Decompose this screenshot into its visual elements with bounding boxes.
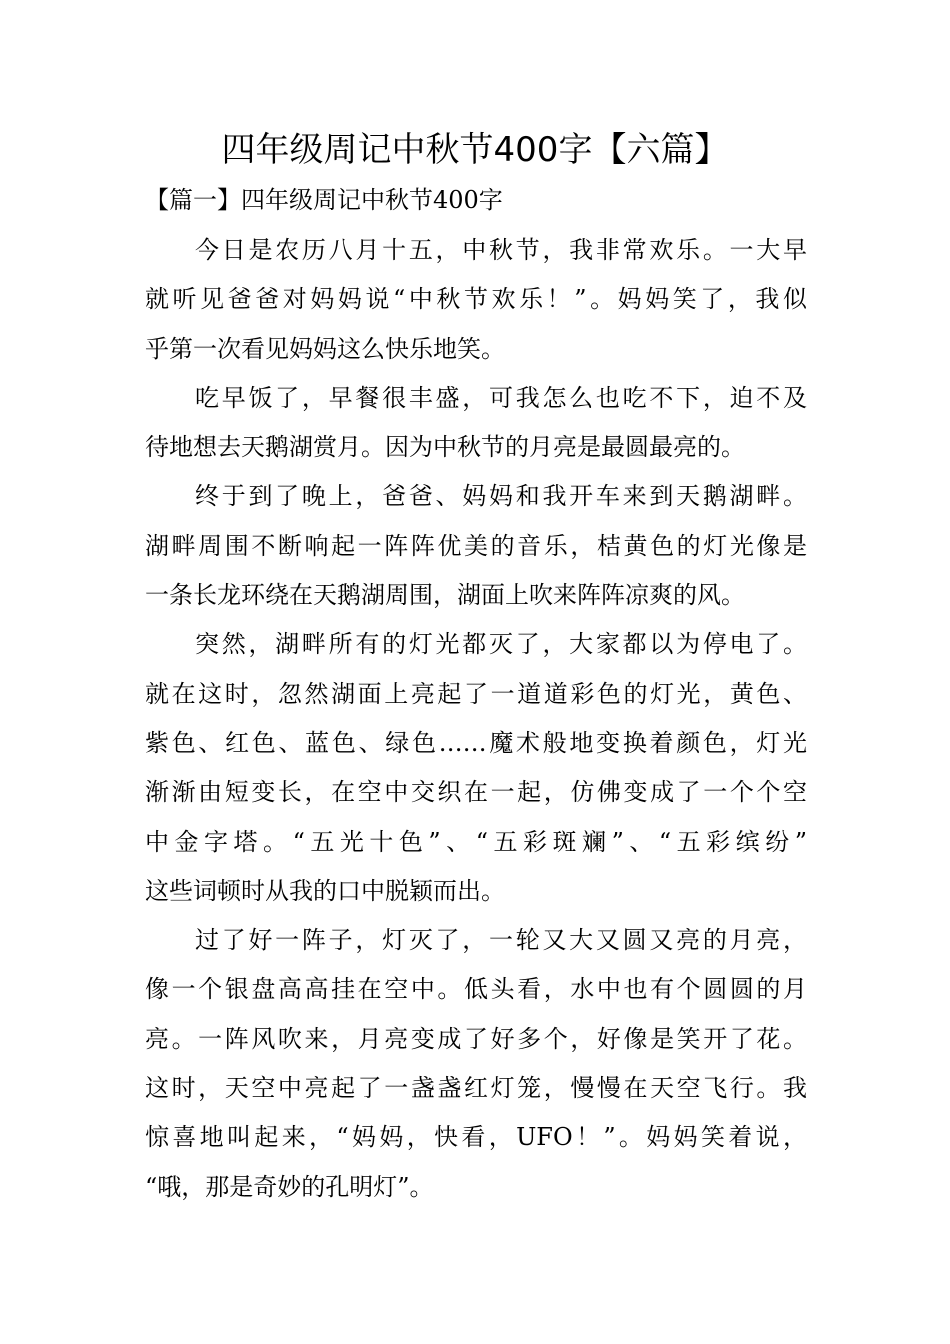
paragraph-line: 终于到了晚上，爸爸、妈妈和我开车来到天鹅湖畔。 bbox=[195, 482, 807, 511]
paragraph-line: 像一个银盘高高挂在空中。低头看，水中也有个圆圆的月 bbox=[145, 975, 807, 1004]
paragraph-4 bbox=[145, 620, 807, 916]
paragraph-5 bbox=[145, 916, 807, 1212]
paragraph-line: 这时，天空中亮起了一盏盏红灯笼，慢慢在天空飞行。我 bbox=[145, 1074, 807, 1103]
paragraph-line: 就在这时，忽然湖面上亮起了一道道彩色的灯光，黄色、 bbox=[145, 679, 807, 708]
section-heading: 【篇一】四年级周记中秋节400字 bbox=[145, 186, 503, 214]
paragraph-line: 惊喜地叫起来，“妈妈，快看，UFO！”。妈妈笑着说， bbox=[145, 1123, 807, 1152]
paragraph-line: 湖畔周围不断响起一阵阵优美的音乐，桔黄色的灯光像是 bbox=[145, 531, 807, 560]
paragraph-line: 突然，湖畔所有的灯光都灭了，大家都以为停电了。 bbox=[195, 630, 807, 659]
article-body bbox=[145, 226, 807, 1212]
paragraph-2 bbox=[145, 374, 807, 473]
paragraph-line: 中金字塔。“五光十色”、“五彩斑斓”、“五彩缤纷” bbox=[145, 827, 807, 856]
paragraph-line: 过了好一阵子，灯灭了，一轮又大又圆又亮的月亮， bbox=[195, 926, 807, 955]
paragraph-line: 紫色、红色、蓝色、绿色……魔术般地变换着颜色，灯光 bbox=[145, 728, 807, 757]
paragraph-line: 待地想去天鹅湖赏月。因为中秋节的月亮是最圆最亮的。 bbox=[145, 433, 745, 462]
page-title: 四年级周记中秋节400字【六篇】 bbox=[221, 130, 729, 170]
paragraph-line: 亮。一阵风吹来，月亮变成了好多个，好像是笑开了花。 bbox=[145, 1024, 807, 1053]
paragraph-line: 就听见爸爸对妈妈说“中秋节欢乐！”。妈妈笑了，我似 bbox=[145, 285, 807, 314]
paragraph-line: 乎第一次看见妈妈这么快乐地笑。 bbox=[145, 334, 505, 363]
paragraph-line: 吃早饭了，早餐很丰盛，可我怎么也吃不下，迫不及 bbox=[195, 383, 807, 412]
paragraph-line: 渐渐由短变长，在空中交织在一起，仿佛变成了一个个空 bbox=[145, 778, 807, 807]
paragraph-3 bbox=[145, 472, 807, 620]
paragraph-line: 这些词顿时从我的口中脱颖而出。 bbox=[145, 876, 505, 905]
paragraph-line: 今日是农历八月十五，中秋节，我非常欢乐。一大早 bbox=[195, 236, 807, 264]
paragraph-1 bbox=[145, 226, 807, 374]
paragraph-line: “哦，那是奇妙的孔明灯”。 bbox=[145, 1172, 434, 1201]
paragraph-line: 一条长龙环绕在天鹅湖周围，湖面上吹来阵阵凉爽的风。 bbox=[145, 581, 745, 610]
